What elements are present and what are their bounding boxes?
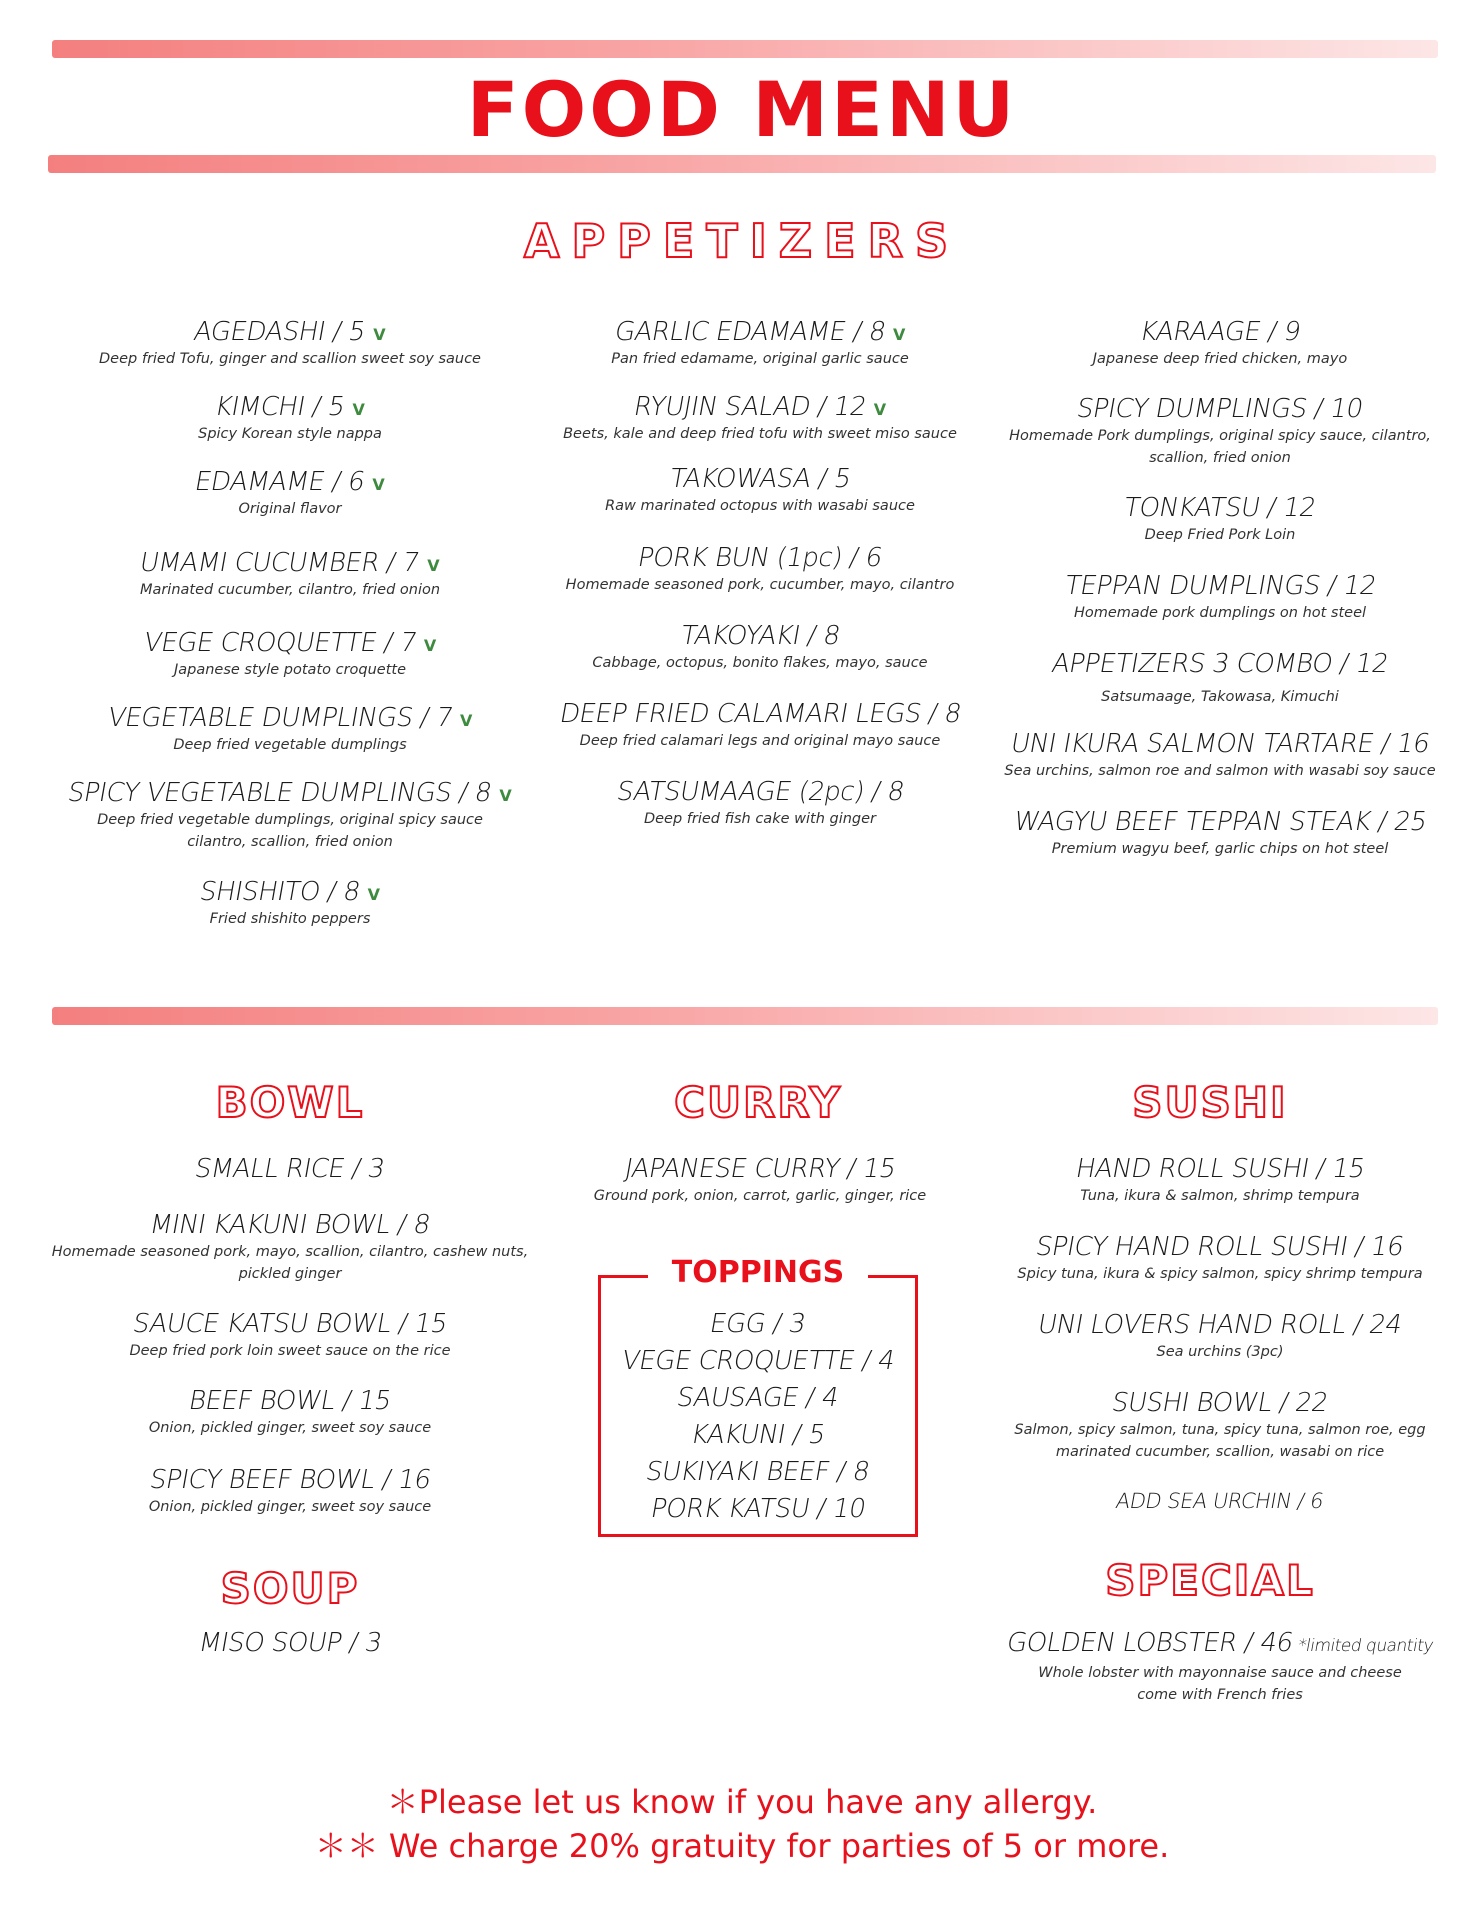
menu-item bbox=[50, 1627, 530, 1659]
curry-heading: CURRY bbox=[674, 1078, 842, 1127]
mid-divider-bar bbox=[52, 1007, 1438, 1025]
vegetarian-mark: V bbox=[372, 475, 385, 494]
menu-item bbox=[545, 776, 975, 836]
item-name: SPICY VEGETABLE DUMPLINGS / 8 bbox=[65, 778, 494, 808]
appetizers-column-1 bbox=[60, 316, 520, 936]
item-description: Deep fried vegetable dumplings bbox=[173, 737, 407, 753]
menu-item bbox=[1000, 1485, 1440, 1517]
menu-item bbox=[545, 698, 975, 776]
item-name: GARLIC EDAMAME / 8 bbox=[612, 317, 888, 347]
bowl-heading: BOWL bbox=[215, 1078, 365, 1127]
item-description: Ground pork, onion, carrot, garlic, ginger, rice bbox=[593, 1188, 927, 1204]
menu-item bbox=[50, 1209, 530, 1308]
item-description: Sea urchins, salmon roe and salmon with wasabi soy sauce bbox=[1004, 763, 1436, 779]
item-description: Onion, pickled ginger, sweet soy sauce bbox=[148, 1499, 432, 1515]
menu-item bbox=[50, 1153, 530, 1209]
soup-column bbox=[50, 1627, 530, 1659]
vegetarian-mark: V bbox=[373, 325, 386, 344]
item-description: Beets, kale and deep fried tofu with sweet miso sauce bbox=[563, 426, 957, 442]
item-description: Satsumaage, Takowasa, Kimuchi bbox=[1101, 689, 1339, 705]
appetizers-column-2 bbox=[545, 316, 975, 836]
menu-item bbox=[60, 876, 520, 936]
vegetarian-mark: V bbox=[423, 636, 437, 655]
menu-item bbox=[1000, 1153, 1440, 1231]
limited-quantity-note: *limited quantity bbox=[1296, 1636, 1435, 1656]
menu-item bbox=[1000, 1231, 1440, 1309]
topping-item: EGG / 3 bbox=[707, 1309, 809, 1339]
menu-item bbox=[60, 466, 520, 547]
vegetarian-mark: V bbox=[352, 400, 365, 419]
item-name: PORK BUN (1pc) / 6 bbox=[635, 543, 885, 573]
item-description-line-2: come with French fries bbox=[1137, 1687, 1303, 1703]
menu-item bbox=[545, 620, 975, 698]
topping-item: SUKIYAKI BEEF / 8 bbox=[643, 1457, 873, 1487]
item-name: EDAMAME / 6 bbox=[192, 467, 368, 497]
menu-item bbox=[1000, 570, 1440, 648]
item-description: Original flavor bbox=[238, 501, 342, 517]
special-heading: SPECIAL bbox=[1105, 1556, 1315, 1605]
special-column bbox=[1000, 1627, 1440, 1706]
topping-item: PORK KATSU / 10 bbox=[648, 1494, 868, 1524]
menu-item bbox=[1000, 316, 1440, 393]
item-name: VEGE CROQUETTE / 7 bbox=[141, 628, 419, 658]
item-name: DEEP FRIED CALAMARI LEGS / 8 bbox=[557, 699, 963, 729]
item-description: Raw marinated octopus with wasabi sauce bbox=[605, 498, 915, 514]
menu-item bbox=[60, 627, 520, 702]
item-description: Homemade pork dumplings on hot steel bbox=[1073, 605, 1367, 621]
item-description-line-2: scallion, fried onion bbox=[1149, 450, 1291, 466]
menu-item bbox=[1000, 728, 1440, 806]
item-name: SUSHI BOWL / 22 bbox=[1109, 1388, 1331, 1418]
item-name: UNI IKURA SALMON TARTARE / 16 bbox=[1008, 729, 1432, 759]
item-description: Cabbage, octopus, bonito flakes, mayo, sauce bbox=[592, 655, 928, 671]
item-name: WAGYU BEEF TEPPAN STEAK / 25 bbox=[1011, 807, 1429, 837]
item-name: HAND ROLL SUSHI / 15 bbox=[1073, 1154, 1367, 1184]
menu-item bbox=[1000, 492, 1440, 570]
item-name: KIMCHI / 5 bbox=[212, 392, 348, 422]
item-description: Homemade seasoned pork, mayo, scallion, cilantro, cashew nuts, bbox=[51, 1244, 529, 1260]
topping-item: SAUSAGE / 4 bbox=[674, 1383, 842, 1413]
vegetarian-mark: V bbox=[499, 786, 512, 805]
item-description: Deep fried Tofu, ginger and scallion sweet soy sauce bbox=[99, 351, 481, 367]
vegetarian-mark: V bbox=[873, 400, 887, 419]
topping-item: VEGE CROQUETTE / 4 bbox=[619, 1346, 897, 1376]
item-description: Deep fried vegetable dumplings, original spicy sauce bbox=[97, 812, 483, 828]
vegetarian-mark: V bbox=[367, 885, 380, 904]
item-name: ADD SEA URCHIN / 6 bbox=[1114, 1489, 1326, 1513]
item-description: Whole lobster with mayonnaise sauce and cheese bbox=[1038, 1665, 1402, 1681]
appetizers-heading: APPETIZERS bbox=[523, 214, 961, 268]
item-description: Pan fried edamame, original garlic sauce bbox=[611, 351, 909, 367]
menu-item bbox=[60, 777, 520, 876]
menu-item bbox=[1000, 1309, 1440, 1387]
item-description: Deep fried calamari legs and original mayo sauce bbox=[579, 733, 941, 749]
item-description: Sea urchins (3pc) bbox=[1156, 1344, 1284, 1360]
menu-item bbox=[50, 1385, 530, 1464]
item-name: SMALL RICE / 3 bbox=[192, 1154, 388, 1184]
item-description: Spicy tuna, ikura & spicy salmon, spicy shrimp tempura bbox=[1017, 1266, 1423, 1282]
title-underline-bar bbox=[48, 155, 1436, 173]
item-description: Marinated cucumber, cilantro, fried onion bbox=[139, 582, 441, 598]
menu-item bbox=[545, 316, 975, 391]
menu-item bbox=[545, 463, 975, 542]
soup-heading: SOUP bbox=[220, 1564, 360, 1613]
item-description: Onion, pickled ginger, sweet soy sauce bbox=[148, 1420, 432, 1436]
vegetarian-mark: V bbox=[460, 711, 473, 730]
item-name: SPICY HAND ROLL SUSHI / 16 bbox=[1033, 1232, 1407, 1262]
menu-item bbox=[545, 391, 975, 463]
vegetarian-mark: V bbox=[427, 556, 440, 575]
item-description: Japanese style potato croquette bbox=[173, 662, 407, 678]
item-name: AGEDASHI / 5 bbox=[191, 317, 368, 347]
item-description: Homemade seasoned pork, cucumber, mayo, cilantro bbox=[565, 577, 955, 593]
menu-item bbox=[1000, 393, 1440, 492]
item-description: Spicy Korean style nappa bbox=[198, 426, 382, 442]
item-name: TAKOWASA / 5 bbox=[667, 464, 853, 494]
item-name: SPICY DUMPLINGS / 10 bbox=[1074, 394, 1366, 424]
item-name: TAKOYAKI / 8 bbox=[678, 621, 842, 651]
item-name: SHISHITO / 8 bbox=[197, 877, 363, 907]
toppings-heading: TOPPINGS bbox=[648, 1255, 868, 1291]
item-description: Japanese deep fried chicken, mayo bbox=[1092, 351, 1348, 367]
item-name: TONKATSU / 12 bbox=[1121, 493, 1319, 523]
item-name: MISO SOUP / 3 bbox=[196, 1628, 384, 1658]
item-description-line-2: marinated cucumber, scallion, wasabi on rice bbox=[1055, 1444, 1385, 1460]
top-divider-bar bbox=[52, 40, 1438, 58]
item-name: MINI KAKUNI BOWL / 8 bbox=[147, 1210, 433, 1240]
menu-item bbox=[60, 391, 520, 466]
item-name: VEGETABLE DUMPLINGS / 7 bbox=[104, 703, 455, 733]
gratuity-note: ＊＊ We charge 20% gratuity for parties of 5 or more. bbox=[314, 1827, 1170, 1865]
menu-item bbox=[1000, 1627, 1440, 1706]
item-name: SPICY BEEF BOWL / 16 bbox=[147, 1465, 433, 1495]
item-description: Deep Fried Pork Loin bbox=[1144, 527, 1296, 543]
menu-item bbox=[545, 542, 975, 620]
item-name: SATSUMAAGE (2pc) / 8 bbox=[613, 777, 907, 807]
item-name: APPETIZERS 3 COMBO / 12 bbox=[1049, 649, 1391, 679]
bowl-column bbox=[50, 1153, 530, 1524]
menu-item bbox=[545, 1153, 975, 1207]
item-name: UMAMI CUCUMBER / 7 bbox=[137, 548, 422, 578]
curry-column bbox=[545, 1153, 975, 1207]
item-name: KARAAGE / 9 bbox=[1137, 317, 1303, 347]
item-name: GOLDEN LOBSTER / 46 bbox=[1004, 1628, 1296, 1658]
menu-item bbox=[50, 1464, 530, 1524]
menu-item bbox=[1000, 1387, 1440, 1485]
item-description: Tuna, ikura & salmon, shrimp tempura bbox=[1080, 1188, 1360, 1204]
sushi-heading: SUSHI bbox=[1132, 1078, 1288, 1127]
item-name: TEPPAN DUMPLINGS / 12 bbox=[1061, 571, 1379, 601]
appetizers-column-3 bbox=[1000, 316, 1440, 866]
menu-item bbox=[50, 1308, 530, 1385]
item-description: Premium wagyu beef, garlic chips on hot steel bbox=[1051, 841, 1389, 857]
item-name: UNI LOVERS HAND ROLL / 24 bbox=[1035, 1310, 1405, 1340]
menu-item bbox=[60, 702, 520, 777]
item-name: RYUJIN SALAD / 12 bbox=[631, 392, 869, 422]
sushi-column bbox=[1000, 1153, 1440, 1517]
item-description: Salmon, spicy salmon, tuna, spicy tuna, salmon roe, egg bbox=[1014, 1422, 1426, 1438]
item-description: Deep fried pork loin sweet sauce on the rice bbox=[129, 1343, 451, 1359]
toppings-list bbox=[598, 1305, 918, 1527]
item-description: Fried shishito peppers bbox=[209, 911, 371, 927]
topping-item: KAKUNI / 5 bbox=[688, 1420, 828, 1450]
item-description: Homemade Pork dumplings, original spicy sauce, cilantro, bbox=[1009, 428, 1431, 444]
menu-item bbox=[1000, 648, 1440, 728]
item-description-line-2: cilantro, scallion, fried onion bbox=[187, 834, 393, 850]
vegetarian-mark: V bbox=[892, 325, 906, 344]
item-name: JAPANESE CURRY / 15 bbox=[622, 1154, 898, 1184]
menu-item bbox=[60, 316, 520, 391]
item-description-line-2: pickled ginger bbox=[238, 1266, 342, 1282]
allergy-note: ＊Please let us know if you have any allergy. bbox=[386, 1783, 1098, 1821]
item-name: SAUCE KATSU BOWL / 15 bbox=[130, 1309, 450, 1339]
page-title: FOOD MENU bbox=[466, 65, 1018, 154]
menu-item bbox=[60, 547, 520, 627]
item-name: BEEF BOWL / 15 bbox=[186, 1386, 394, 1416]
item-description: Deep fried fish cake with ginger bbox=[643, 811, 877, 827]
menu-item bbox=[1000, 806, 1440, 866]
